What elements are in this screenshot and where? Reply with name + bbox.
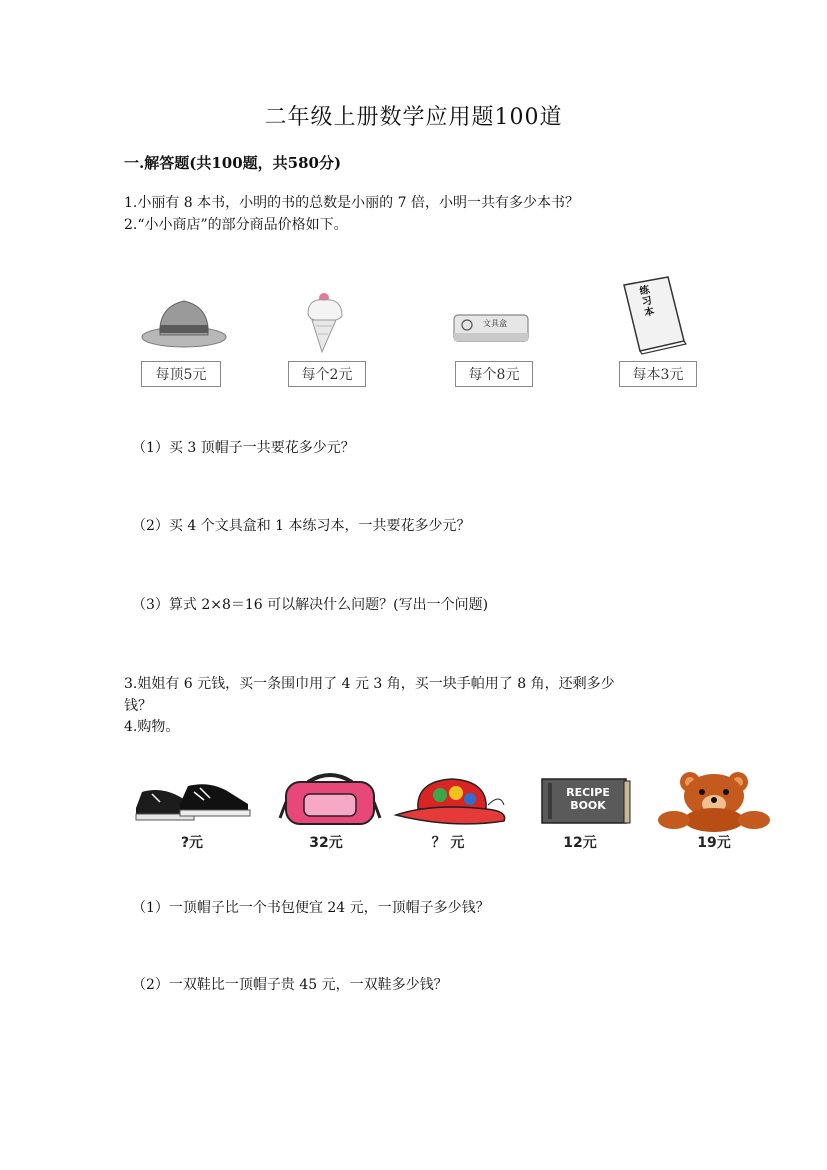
section-heading: 一.解答题(共100题，共580分): [124, 154, 342, 172]
price-sneakers: ?元: [180, 835, 204, 851]
price-schoolbag: 32元: [309, 835, 343, 851]
question-3-line-1: 3.姐姐有 6 元钱，买一条围巾用了 4 元 3 角，买一块手帕用了 8 角，还剩多少: [124, 676, 615, 692]
price-teddy-bear: 19元: [697, 835, 731, 851]
question-2-part-1: （1）买 3 顶帽子一共要花多少元？: [132, 440, 355, 456]
cap-icon: [392, 775, 510, 827]
recipe-book-icon: [540, 777, 632, 827]
price-hat: 每顶5元: [141, 361, 221, 387]
question-2-part-2: （2）买 4 个文具盒和 1 本练习本，一共要花多少元？: [132, 518, 471, 534]
question-4-part-2: （2）一双鞋比一顶帽子贵 45 元，一双鞋多少钱？: [132, 977, 448, 993]
question-3-line-2: 钱？: [124, 698, 152, 714]
price-notebook: 每本3元: [619, 361, 697, 387]
sneakers-icon: [132, 778, 252, 824]
hat-icon: [140, 295, 228, 351]
teddy-bear-icon: [656, 770, 772, 832]
question-2-part-3: （3）算式 2×8＝16 可以解决什么问题？(写出一个问题): [132, 597, 489, 613]
page-title: 二年级上册数学应用题100道: [264, 105, 563, 130]
pencil-case-label: 文具盒: [483, 319, 507, 328]
question-1: 1.小丽有 8 本书，小明的书的总数是小丽的 7 倍，小明一共有多少本书？: [124, 195, 579, 211]
ice-cream-icon: [300, 290, 350, 354]
recipe-book-title-1: RECIPE: [566, 786, 610, 799]
notebook-label: 练习本: [638, 284, 656, 320]
schoolbag-icon: [278, 772, 382, 828]
pencil-case-icon: [453, 313, 529, 343]
question-4: 4.购物。: [124, 719, 180, 735]
recipe-book-title-2: BOOK: [570, 799, 606, 812]
price-cap: ？ 元: [431, 835, 465, 851]
question-2: 2.“小小商店”的部分商品价格如下。: [124, 217, 348, 233]
question-4-part-1: （1）一顶帽子比一个书包便宜 24 元，一顶帽子多少钱？: [132, 900, 490, 916]
price-pencil-case: 每个8元: [455, 361, 533, 387]
price-ice-cream: 每个2元: [288, 361, 366, 387]
price-recipe-book: 12元: [563, 835, 597, 851]
notebook-icon: [620, 275, 688, 355]
